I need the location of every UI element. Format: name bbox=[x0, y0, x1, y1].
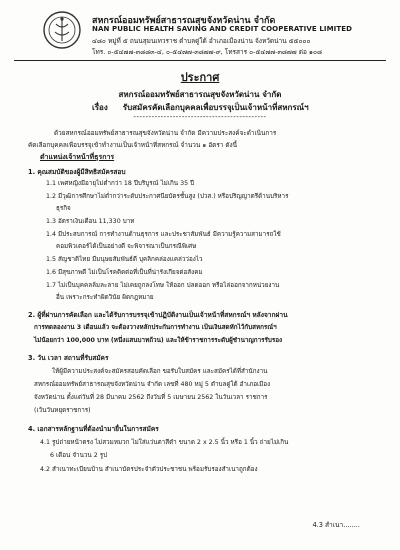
list-item: 1.6 มีสุขภาพดี ไม่เป็นโรคติดต่อที่เป็นที่น่ารังเกียจต่อสังคม bbox=[46, 269, 203, 276]
intro-line-2: คัดเลือกบุคคลเพื่อบรรจุเข้าทำงานเป็นเจ้าหน้าที่สหกรณ์ จำนวน ๑ อัตรา ดังนี้ bbox=[28, 141, 238, 149]
list-item: 4.1 รูปถ่ายหน้าตรง ไม่สวมหมวก ไม่ใส่แว่นตาสีดำ ขนาด 2 x 2.5 นิ้ว หรือ 1 นิ้ว ถ่ายไม่เกิน bbox=[40, 439, 289, 446]
section-3-title: 3. วัน เวลา สถานที่รับสมัคร bbox=[28, 354, 109, 362]
list-item: 4.2 สำเนาทะเบียนบ้าน สำเนาบัตรประจำตัวประชาชน พร้อมรับรองสำเนาถูกต้อง bbox=[40, 466, 258, 473]
separator-line: -------------------------------------------- bbox=[133, 113, 267, 121]
list-item: 6 เดือน จำนวน 2 รูป bbox=[50, 452, 108, 459]
org-name-english: NAN PUBLIC HEALTH SAVING AND CREDIT COOPERATIVE LIMITED bbox=[92, 25, 353, 33]
section-2-title: 2. ผู้ที่ผ่านการคัดเลือก และได้รับการบรรจุเข้าปฏิบัติงานเป็นเจ้าหน้าที่สหกรณ์ฯ หลังจากผ่าน bbox=[28, 311, 288, 319]
continuation-marker: 4.3 สำเนา........ bbox=[312, 521, 360, 529]
subject-text: รับสมัครคัดเลือกบุคคลเพื่อบรรจุเป็นเจ้าหน้าที่สหกรณ์ฯ bbox=[122, 103, 309, 112]
list-item: คอมพิวเตอร์ได้เป็นอย่างดี จะพิจารณาเป็นกรณีพิเศษ bbox=[56, 243, 197, 250]
list-item: (เว้นวันหยุดราชการ) bbox=[34, 407, 91, 414]
list-item: การทดลองงาน 3 เดือนแล้ว จะต้องวางหลักประกันการทำงาน เป็นเงินสดหักไว้กับสหกรณ์ฯ bbox=[34, 324, 277, 331]
list-item: 1.5 สัญชาติไทย มีมนุษยสัมพันธ์ดี บุคลิกคล่องแคล่วว่องไว bbox=[46, 256, 203, 263]
position-heading: ตำแหน่งเจ้าหน้าที่ธุรการ bbox=[40, 153, 115, 161]
list-item: 1.7 ไม่เป็นบุคคลล้มละลาย ไม่เคยถูกลงโทษ ให้ออก ปลดออก หรือไล่ออกจากหน่วยงาน bbox=[46, 282, 280, 289]
notice-issuer: สหกรณ์ออมทรัพย์สาธารณสุขจังหวัดน่าน จำกัด bbox=[118, 90, 282, 99]
section-4-title: 4. เอกสารหลักฐานที่ต้องนำมายื่นในการสมัคร bbox=[28, 425, 159, 433]
org-contact: โทร. ๐-๕๔๗๗-๓๘๘๓-๔, ๐-๕๔๗๗-๓๘๗๗-๙, โทรสาร ๐-๕๔๗๗-๓๘๗๗ ต่อ ๑๐๘ bbox=[92, 48, 323, 56]
org-address: ๔๘๐ หมู่ที่ ๕ ถนนสุมนเทวราช ตำบลดู่ใต้ อำเภอเมืองน่าน จังหวัดน่าน ๕๕๐๐๐ bbox=[92, 37, 311, 45]
cooperative-logo bbox=[42, 10, 82, 50]
section-1-title: 1. คุณสมบัติของผู้มีสิทธิสมัครสอบ bbox=[28, 168, 126, 176]
list-item: 1.3 อัตราเงินเดือน 11,330 บาท bbox=[46, 218, 135, 225]
list-item: 1.4 มีประสบการณ์ การทำงานด้านธุรการ และประชาสัมพันธ์ มีความรู้ความสามารถใช้ bbox=[46, 231, 281, 238]
subject-label: เรื่อง bbox=[92, 103, 108, 112]
notice-title: ประกาศ bbox=[180, 71, 220, 84]
list-item: 1.1 เพศหญิงมีอายุไม่ต่ำกว่า 18 ปีบริบูรณ์ ไม่เกิน 35 ปี bbox=[46, 180, 195, 187]
org-name-thai: สหกรณ์ออมทรัพย์สาธารณสุขจังหวัดน่าน จำกัด bbox=[92, 16, 276, 26]
intro-line-1: ด้วยสหกรณ์ออมทรัพย์สาธารณสุขจังหวัดน่าน จำกัด มีความประสงค์จะดำเนินการ bbox=[54, 129, 277, 137]
list-item: 1.2 มีวุฒิการศึกษาไม่ต่ำกว่าระดับประกาศนียบัตรชั้นสูง (ปวส.) หรือปริญญาตรีด้านบริหาร bbox=[46, 193, 289, 200]
list-item: สหกรณ์ออมทรัพย์สาธารณสุขจังหวัดน่าน จำกัด เลขที่ 480 หมู่ 5 ตำบลดู่ใต้ อำเภอเมือง bbox=[34, 381, 271, 388]
list-item: อื่น เพราะกระทำผิดวินัย ผิดกฎหมาย bbox=[56, 294, 154, 301]
list-item: ธุรกิจ bbox=[56, 205, 71, 212]
header-divider bbox=[14, 60, 386, 61]
list-item: ให้ผู้มีความประสงค์จะสมัครสอบคัดเลือก ขอรับใบสมัคร และสมัครได้ที่สำนักงาน bbox=[52, 368, 268, 375]
list-item: ไม่น้อยกว่า 100,000 บาท (หนึ่งแสนบาทถ้วน) และให้ข้าราชการระดับผู้ชำนาญการรับรอง bbox=[34, 337, 283, 344]
list-item: จังหวัดน่าน ตั้งแต่วันที่ 28 มีนาคม 2562 ถึงวันที่ 5 เมษายน 2562 ในวันเวลา ราชการ bbox=[34, 394, 268, 401]
